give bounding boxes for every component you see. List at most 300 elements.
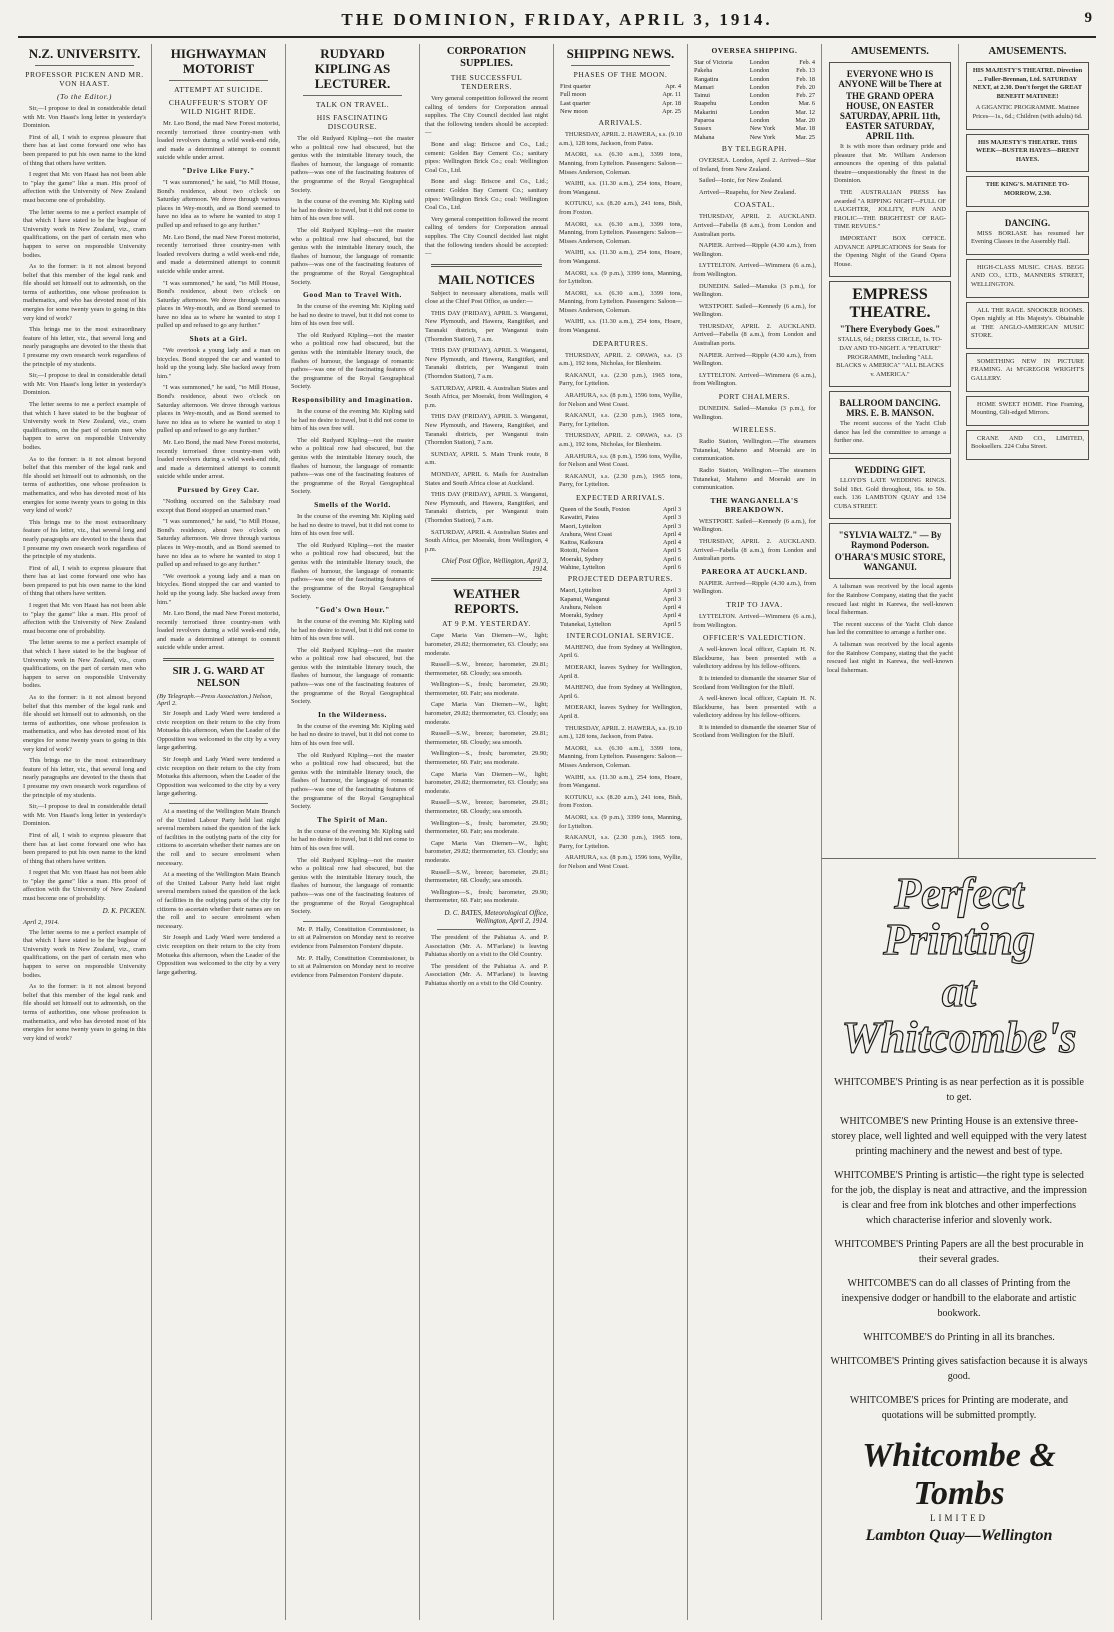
moon-phases-table [559, 83, 682, 116]
article-paragraph: In the course of the evening Mr. Kipling said he had no desire to travel, but it did not come to him of his own free will. [291, 408, 414, 433]
article-paragraph: This brings me to the most extraordinary feature of his letter, viz., that several long and nearly paragraphs are devoted to the thesis that I presume my own research work regardless of the principle of my students. [23, 757, 146, 799]
advertisement [829, 62, 951, 277]
divider [303, 95, 402, 96]
subheadline: BY TELEGRAPH. [721, 143, 788, 153]
article-paragraph: As to the former: is it not almost beyond belief that this member of the legal rank and file should set himself out to admonish, on the terms of authorities, one whose profession is mathematics, and who has devoted most of his energies for some twenty years to going in this very kind of work? [23, 263, 146, 322]
article-paragraph: Bone and slag: Briscoe and Co., Ltd.; cement: Golden Bay Cement Co.; sanitary pipes: Wellington Brick Co.; coal: Wellington Coal Co., Ltd. [425, 178, 548, 212]
table-cell: Apr. 11 [662, 91, 681, 99]
subheadline: TALK ON TRAVEL. [315, 100, 390, 109]
table-cell: April 4 [662, 539, 681, 547]
shipping-entry: DUNEDIN. Sailed—Manuka (3 p.m.), for Wellington. [693, 405, 816, 421]
column-oversea-shipping [688, 44, 822, 1620]
article-paragraph: Sir Joseph and Lady Ward were tendered a civic reception on their return to the city from Motueka this afternoon, when the Leader of the Opposition was welcomed to the city by a very large gathering. [157, 710, 280, 752]
advertisement [829, 281, 951, 387]
article-paragraph: Mr. P. Hally, Constitution Commissioner, is to sit at Palmerston on Monday next to receive evidence from Palmerston Forsters' dispute. [291, 954, 414, 979]
article-paragraph: In the course of the evening Mr. Kipling said he had no desire to travel, but it did not come to him of his own free will. [291, 303, 414, 328]
article-paragraph: "I was summoned," he said, "to Mill House, Bond's residence, about two o'clock on Saturday afternoon. We drove through various places in Wey-mouth, and as Bond seemed to have no idea as to where he wanted to stop I pulled up and refused to go any further." [157, 518, 280, 569]
table-cell: London [749, 83, 770, 91]
shipping-entry: OVERSEA. London, April 2. Arrived—Star of Ireland, from New Zealand. [693, 156, 816, 173]
ad-text: HIS MAJESTY'S THEATRE. THIS WEEK—BUSTER HAYES—BRENT HAYES. [975, 138, 1080, 163]
projected-departures-table [559, 587, 682, 628]
headline: AMUSEMENTS. [988, 46, 1067, 57]
article-paragraph: First of all, I wish to express pleasure that there has at last come forward one who has been prepared to put his own name to the kind of thing that others have written. [23, 564, 146, 598]
article-paragraph: As to the former: is it not almost beyond belief that this member of the legal rank and file should set himself out to admonish, on the terms of authorities, one whose profession is mathematics, and who has devoted most of his energies for some twenty years to going in this very kind of work? [23, 983, 146, 1042]
table-cell: Queen of the South, Foxton [560, 505, 630, 513]
ad-text: ALL THE RAGE. SNOOKER ROOMS. Open nightly at His Majesty's. Obtainable at THE ANGLO-AMERICAN MUSIC STORE. [971, 306, 1084, 340]
shipping-entry: MAHENO, due from Sydney at Wellington, April 6. [559, 643, 682, 660]
masthead [18, 8, 1096, 38]
shipping-entry: MAORI, s.s. (6.30 a.m.), 3399 tons, Manning, from Lyttelton. Passengers: Saloon—Misses Anderson, Coleman. [559, 744, 682, 769]
shipping-entry: WESTPORT. Sailed—Kennedy (6 a.m.), for Wellington. [693, 302, 816, 319]
shipping-entry: WAIHI, s.s. (11.30 a.m.), 254 tons, Hoare, from Wanganui. [559, 180, 682, 196]
headline: AMUSEMENTS. [851, 46, 929, 57]
subheadline: THE SUCCESSFUL TENDERERS. [450, 73, 523, 91]
table-cell: Feb. 27 [796, 92, 815, 100]
column-highwayman [152, 44, 286, 1620]
table-cell: Mamari [694, 83, 714, 91]
table-cell: New York [749, 133, 776, 141]
shipping-entry: MAORI, s.s. (6.30 a.m.), 3399 tons, Manning, from Lyttelton. Passengers: Saloon—Misses Anderson, Coleman. [559, 220, 682, 245]
subheadline: CHAUFFEUR'S STORY OF WILD NIGHT RIDE. [168, 98, 269, 116]
article-paragraph: In the course of the evening Mr. Kipling said he had no desire to travel, but it did not come to him of his own free will. [291, 198, 414, 223]
mail-paragraph: THIS DAY (FRIDAY), APRIL 3. Wanganui, New Plymouth, and Hawera, Rangitikei, and Taranaki districts, per Wanganui train (Thorndon Station), 7 a.m. [425, 491, 548, 524]
ad-headline: at Whitcombe's [841, 967, 1077, 1062]
advertisement [966, 396, 1089, 426]
table-cell: Mahana [694, 133, 715, 141]
list-item: WHITCOMBE'S Printing gives satisfaction because it is always good. [830, 1356, 1088, 1382]
article-paragraph: The letter seems to me a perfect example of that which I have stated to be the bugbear of University work in New Zealand, viz., cram qualifications, on the part of certain men who happen to serve on responsible University bodies. [23, 401, 146, 451]
shipping-entry: MAHENO, due from Sydney at Wellington, April 6. [559, 684, 682, 700]
table-row [559, 612, 682, 620]
double-divider [431, 264, 542, 267]
divider [437, 929, 536, 930]
table-cell: April 5 [662, 547, 681, 555]
shipping-entry: MOERAKI, leaves Sydney for Wellington, April 8. [559, 704, 682, 720]
table-row [559, 83, 682, 91]
table-cell: New York [749, 125, 776, 133]
article-paragraph: "I was summoned," he said, "to Mill House, Bond's residence, about two o'clock on Saturday afternoon. We drove through various places in Wey-mouth, and as Bond seemed to have no idea as to where he wanted to stop I pulled up and refused to go any further." [157, 384, 280, 435]
article-paragraph: A talisman was received by the local agents for the Rainbow Company, stating that the yacht rescued last night in Karewa, the well-known local fisherman. [827, 641, 953, 674]
article-paragraph: Sir Joseph and Lady Ward were tendered a civic reception on their return to the city from Motueka this afternoon, when the Leader of the Opposition was welcomed to the city by a very large gathering. [157, 934, 280, 976]
dateline: (By Telegraph.—Press Association.) Nelson, April 2. [157, 693, 273, 708]
shipping-entry: MAORI, s.s. (6.30 a.m.), 3399 tons, Manning, from Lyttelton. Passengers: Saloon—Misses Anderson, Coleman. [559, 289, 682, 314]
table-cell: April 3 [662, 595, 681, 603]
article-paragraph: I regret that Mr. von Haast has not been able to "play the game" like a man. His proof of affection with the University of New Zealand must become one of probability. [23, 602, 146, 635]
page-columns [18, 44, 1096, 1620]
article-paragraph: "Nothing occurred on the Salisbury road except that Bond stopped an unarmed man." [157, 497, 280, 514]
table-cell: Makarini [694, 108, 718, 116]
article-paragraph: Mr. Leo Bond, the mad New Forest motorist, recently terrorised three country-men with loaded revolvers during a wild week-end ride, and made a determined attempt to commit suicide while under arrest. [157, 120, 280, 162]
advertisement [966, 430, 1089, 460]
ad-text: HIGH-CLASS MUSIC. CHAS. BEGG AND CO., LTD., MANNERS STREET, WELLINGTON. [971, 263, 1084, 288]
table-cell: London [749, 100, 770, 108]
ad-text: STALLS, 6d.; DRESS CIRCLE, 1s. TO-DAY AND TO-NIGHT. A "FEATURE" PROGRAMME, Including "ALL BLACKS v. AMERICA" "ALL BLACKS v. AMERICA." [836, 336, 944, 378]
table-cell: Mar. 6 [798, 100, 815, 108]
table-row [693, 76, 816, 84]
article-paragraph: Mr. P. Hally, Constitution Commissioner, is to sit at Palmerston on Monday next to receive evidence from Palmerston Forsters' dispute. [291, 925, 414, 950]
article-paragraph: The president of the Pahiatua A. and P. Association (Mr. A. M'Farlane) is leaving Pahiatua shortly on a visit to the Old Country. [425, 962, 548, 987]
shipping-entry: LYTTELTON. Arrived—Wimmera (6 a.m.), from Wellington. [693, 612, 816, 629]
firm-address: Lambton Quay—Wellington [865, 1527, 1053, 1544]
advertisement [966, 176, 1089, 206]
article-paragraph: The old Rudyard Kipling—not the master who a political row had obscured, but the genius with the inimitable literary touch, the flashes of humour, the language of romantic pathos—was one of the fascinating features of the programme of the Royal Geographical Society. [291, 331, 414, 391]
headline: RUDYARD KIPLING AS LECTURER. [314, 46, 391, 91]
weather-report: Cape Maria Van Diemen—W., light; barometer, 29.82; thermometer, 63. Cloudy; sea moderate. [425, 632, 548, 657]
article-paragraph: The letter seems to me a perfect example of that which I have stated to be the bugbear of University work in New Zealand, viz., cram qualifications, on the part of certain men who happen to serve on responsible University bodies. [23, 208, 146, 259]
table-row [693, 92, 816, 100]
advertisement [966, 62, 1089, 130]
column-university [18, 44, 152, 1620]
weather-report: Russell—S.W., breeze; barometer, 29.81; thermometer, 68. Cloudy; sea smooth. [425, 799, 548, 815]
table-row [559, 547, 682, 555]
shipping-entry: KOTUKU, s.s. (8.20 a.m.), 241 tons, Bish, from Foxton. [559, 200, 682, 216]
section-heading: "God's Own Hour." [315, 604, 390, 614]
table-cell: Mar. 20 [795, 117, 815, 125]
column-kipling [286, 44, 420, 1620]
subheadline: PHASES OF THE MOON. [573, 70, 668, 79]
mail-paragraph: SATURDAY, APRIL 4. Australian States and South Africa, per Moeraki, from Wellington, 4 p.m. [425, 384, 548, 409]
article-paragraph: The old Rudyard Kipling—not the master who a political row had obscured, but the genius with the inimitable literary touch, the flashes of humour, the language of romantic pathos—was one of the fascinating features of the programme of the Royal Geographical Society. [291, 135, 414, 194]
shipping-entry: Arrived—Ruapehu, for New Zealand. [699, 188, 797, 196]
table-row [559, 523, 682, 531]
table-cell: London [749, 67, 770, 75]
weather-report: Wellington—S., fresh; barometer, 29.90; thermometer, 60. Fair; sea moderate. [425, 681, 548, 697]
table-cell: Apr. 18 [662, 99, 681, 107]
headline: CORPORATION SUPPLIES. [446, 46, 527, 69]
advertisement [966, 302, 1089, 349]
ad-tagline: "There Everybody Goes." [839, 324, 941, 335]
table-cell: London [749, 92, 770, 100]
ad-text: The recent success of the Yacht Club dance has led the committee to arrange a further one. [834, 420, 946, 445]
weather-report: Cape Maria Van Diemen—W., light; barometer, 29.82; thermometer, 63. Cloudy; sea moderate. [425, 839, 548, 864]
table-cell: Mar. 12 [795, 108, 815, 116]
list-item: WHITCOMBE'S do Printing in all its branches. [863, 1332, 1055, 1343]
article-paragraph: I regret that Mr. von Haast has not been able to "play the game" like a man. His proof of affection with the University of New Zealand must become one of probability. [23, 171, 146, 204]
table-row [559, 100, 682, 108]
ad-text: IMPORTANT BOX OFFICE. ADVANCE APPLICATIONS for Seats for the Opening Night of the Grand Opera House. [834, 234, 946, 268]
advertisement [829, 523, 951, 579]
table-cell: Last quarter [560, 99, 591, 107]
subheadline: WIRELESS. [732, 425, 777, 435]
editor-note: (To the Editor.) [57, 92, 112, 101]
table-cell: Moeraki, Sydney [560, 555, 604, 563]
subheadline: THE WANGANELLA'S BREAKDOWN. [710, 495, 799, 514]
table-cell: Full moon [560, 91, 587, 99]
table-row [693, 117, 816, 125]
section-heading: Good Man to Travel With. [302, 290, 403, 300]
table-cell: Apr. 4 [665, 83, 681, 90]
article-paragraph: As to the former: is it not almost beyond belief that this member of the legal rank and file should set himself out to admonish, on the terms of authorities, one whose profession is mathematics, and who has devoted most of his energies for some twenty years to going in this very kind of work? [23, 455, 146, 515]
table-cell: New moon [560, 107, 588, 115]
table-row [559, 514, 682, 522]
table-cell: London [749, 75, 770, 83]
table-cell: April 6 [662, 555, 681, 563]
table-row [559, 506, 682, 514]
table-cell: Mar. 18 [795, 125, 815, 133]
article-paragraph: The old Rudyard Kipling—not the master who a political row had obscured, but the genius with the inimitable literary touch, the flashes of humour, the language of romantic pathos—was one of the fascinating features of the programme of the Royal Geographical Society. [291, 856, 414, 916]
table-cell: Rotoiti, Nelson [560, 547, 599, 555]
table-cell: Star of Victoria [694, 59, 733, 66]
table-cell: Feb. 20 [796, 83, 815, 91]
table-row [559, 91, 682, 99]
article-paragraph: Mr. Leo Bond, the mad New Forest motorist, recently terrorised three country-men with loaded revolvers during a wild week-end ride, and made a determined attempt to commit suicide while under arrest. [157, 610, 280, 652]
shipping-entry: ARAHURA, s.s. (8 p.m.), 1596 tons, Wyllie, for Nelson and West Coast. [559, 854, 682, 870]
subheadline: ATTEMPT AT SUICIDE. [174, 85, 263, 94]
ad-heading: EVERYONE WHO IS ANYONE Will be There at [838, 69, 942, 89]
subheadline: PAREORA AT AUCKLAND. [701, 566, 808, 576]
weather-report: Russell—S.W., breeze; barometer, 29.81; thermometer, 68. Cloudy; sea smooth. [425, 661, 548, 677]
article-paragraph: It is intended to dismantle the steamer Star of Scotland from Wellington for the Bluff. [693, 674, 816, 691]
advertisement [966, 134, 1089, 173]
table-row [559, 539, 682, 547]
firm-suffix: LIMITED [930, 1513, 988, 1523]
column-shipping-news [554, 44, 688, 1620]
section-heading: In the Wilderness. [317, 709, 388, 719]
advertisement [966, 211, 1089, 255]
section-heading: "Drive Like Fury." [182, 165, 255, 175]
column-amusements-right [959, 44, 1096, 858]
article-paragraph: This brings me to the most extraordinary feature of his letter, viz., that several long and nearly paragraphs are devoted to the thesis that I presume my own research work regardless of the principle of my students. [23, 518, 146, 561]
double-divider [163, 658, 274, 661]
table-cell: Moeraki, Sydney [560, 612, 604, 620]
shipping-entry: THURSDAY, APRIL 2. OPAWA, s.s. (3 a.m.), 192 tons, Nicholas, for Blenheim. [559, 432, 682, 448]
shipping-entry: RAKANUI, s.s. (2.30 p.m.), 1965 tons, Parry, for Lyttelton. [559, 834, 682, 850]
shipping-entry: THURSDAY, APRIL 2. HAWERA, s.s. (9.10 a.m.), 128 tons, Jackson, from Patea. [559, 724, 682, 741]
list-item: WHITCOMBE'S Printing Papers are all the best procurable in their several grades. [834, 1239, 1084, 1265]
table-cell: April 4 [662, 603, 681, 611]
shipping-entry: THURSDAY, APRIL 2. OPAWA, s.s. (3 a.m.), 192 tons, Nicholas, for Blenheim. [559, 351, 682, 368]
table-cell: April 6 [662, 564, 681, 572]
table-cell: Feb. 13 [796, 67, 815, 75]
article-paragraph: "I was summoned," he said, "to Mill House, Bond's residence, about two o'clock on Saturday afternoon. We drove through various places in Wey-mouth, and as Bond seemed to have no idea as to where he wanted to stop I pulled up and refused to go any further." [157, 178, 280, 229]
table-cell: Ruapehu [694, 100, 717, 108]
article-paragraph: Mr. Leo Bond, the mad New Forest motorist, recently terrorised three country-men with loaded revolvers during a wild week-end ride, and made a determined attempt to commit suicide while under arrest. [157, 233, 280, 275]
subheadline: COASTAL. [734, 200, 775, 210]
oversea-shipping-table [693, 59, 816, 142]
shipping-entry: LYTTELTON. Arrived—Wimmera (6 a.m.), from Wellington. [693, 371, 816, 388]
shipping-entry: WAIHI, s.s. (11.30 a.m.), 254 tons, Hoare, from Wanganui. [559, 773, 682, 790]
table-cell: Kapanui, Wanganui [560, 595, 610, 603]
shipping-entry: LYTTELTON. Arrived—Wimmera (6 a.m.), from Wellington. [693, 262, 816, 278]
shipping-entry: Radio Station, Wellington.—The steamers Tutanekai, Maheno and Moeraki are in communication. [693, 438, 816, 463]
section-heading: Responsibility and Imagination. [292, 395, 413, 405]
table-row [559, 108, 682, 116]
column-amusements-left [822, 44, 959, 858]
advertisement [966, 259, 1089, 298]
subheadline: AT 9 P.M. YESTERDAY. [442, 619, 531, 629]
section-heading: Shots at a Girl. [189, 334, 248, 344]
column-corporation-mail-weather [420, 44, 554, 1620]
article-paragraph: Sir Joseph and Lady Ward were tendered a civic reception on their return to the city from Motueka this afternoon, when the Leader of the Opposition was welcomed to the city by a very large gathering. [157, 756, 280, 798]
ad-text: CRANE AND CO., LIMITED, Booksellers. 224 Cuba Street. [971, 434, 1084, 451]
shipping-entry: ARAHURA, s.s. (8 p.m.), 1596 tons, Wyllie, for Nelson and West Coast. [559, 392, 682, 408]
table-cell: April 4 [662, 612, 681, 620]
article-paragraph: Bone and slag: Briscoe and Co., Ltd.; cement: Golden Bay Cement Co.; sanitary pipes: Wellington Brick Co.; coal: Wellington Coal Co., Ltd. [425, 140, 548, 174]
shipping-entry: Sailed—Ionic, for New Zealand. [699, 177, 783, 185]
dateline: April 2, 1914. [23, 918, 60, 926]
weather-report: Wellington—S., fresh; barometer, 29.90; thermometer, 60. Fair; sea moderate. [425, 888, 548, 905]
subheadline: HIS FASCINATING DISCOURSE. [316, 113, 389, 131]
shipping-entry: MAORI, s.s. (6.30 a.m.), 3399 tons, Manning, from Lyttelton. Passengers: Saloon—Misses Anderson, Coleman. [559, 151, 682, 176]
table-row [693, 125, 816, 133]
article-paragraph: Sir,—I propose to deal in considerable detail with Mr. Von Haast's long letter in yesterday's Dominion. [23, 105, 146, 130]
subheadline: DEPARTURES. [592, 338, 649, 348]
headline: SIR J. G. WARD AT NELSON [172, 666, 265, 690]
article-paragraph: A talisman was received by the local agents for the Rainbow Company, stating that the yacht rescued last night in Karewa, the well-known local fisherman. [827, 583, 953, 617]
shipping-entry: WAIHI, s.s. (11.30 a.m.), 254 tons, Hoare, from Wanganui. [559, 249, 682, 265]
signature: Chief Post Office, Wellington, April 3, 1914. [441, 557, 548, 574]
mail-paragraph: SUNDAY, APRIL 5. Main Trunk route, 8 a.m. [425, 450, 548, 467]
table-row [693, 84, 816, 92]
shipping-entry: THURSDAY, APRIL 2. AUCKLAND. Arrived—Fabella (8 a.m.), from London and Australian ports. [693, 322, 816, 348]
article-paragraph: The old Rudyard Kipling—not the master who a political row had obscured, but the genius with the inimitable literary touch, the flashes of humour, the language of romantic pathos—was one of the fascinating features of the programme of the Royal Geographical Society. [291, 751, 414, 811]
double-divider [431, 578, 542, 581]
ad-text: THE AUSTRALIAN PRESS has awarded "A RIPPING NIGHT—FULL OF LAUGHTER, JOLLITY, FUN AND FROLIC—THE BRIGHTEST OF RAG-TIME REVUES." [834, 188, 946, 231]
article-paragraph: This brings me to the most extraordinary feature of his letter, viz., that several long and nearly paragraphs are devoted to the thesis that I presume my own research work regardless of the principle of my students. [23, 326, 146, 368]
weather-report: Cape Maria Van Diemen—W., light; barometer, 29.82; thermometer, 63. Cloudy; sea moderate. [425, 701, 548, 726]
weather-report: Russell—S.W., breeze; barometer, 29.81; thermometer, 68. Cloudy; sea smooth. [425, 868, 548, 885]
list-item: WHITCOMBE'S new Printing House is an extensive three-storey place, well lighted and well equipped with the very latest printing machinery and the newest and best of type. [831, 1116, 1087, 1157]
article-paragraph: In the course of the evening Mr. Kipling said he had no desire to travel, but it did not come to him of his own free will. [291, 512, 414, 538]
table-row [559, 556, 682, 564]
shipping-entry: MAORI, s.s. (9 p.m.), 3399 tons, Manning, for Lyttelton. [559, 813, 682, 830]
shipping-entry: NAPIER. Arrived—Ripple (4.30 a.m.), from Wellington. [693, 242, 816, 258]
article-paragraph: The president of the Pahiatua A. and P. Association (Mr. A. M'Farlane) is leaving Pahiatua shortly on a visit to the Old Country. [425, 933, 548, 959]
table-cell: Tainui [694, 92, 710, 100]
advertisement [829, 458, 951, 519]
table-cell: April 3 [662, 587, 681, 595]
article-paragraph: Very general competition followed the recent calling of tenders for Corporation annual supplies. The City Council decided last night that the following tenders should be accepted:— [425, 215, 548, 258]
article-paragraph: First of all, I wish to express pleasure that there has at last come forward one who has been prepared to put his own name to the kind of thing that others have written. [23, 133, 146, 167]
advertisement [966, 353, 1089, 392]
mail-paragraph: MONDAY, APRIL 6. Mails for Australian States and South Africa close at Auckland. [425, 470, 548, 487]
ad-heading: THE GRAND OPERA HOUSE, ON EASTER SATURDAY, APRIL 11th, EASTER SATURDAY, APRIL 11th. [839, 91, 941, 141]
table-row [559, 621, 682, 629]
article-paragraph: In the course of the evening Mr. Kipling said he had no desire to travel, but it did not come to him of his own free will. [291, 827, 414, 852]
list-item: WHITCOMBE'S Printing is as near perfection as it is possible to get. [834, 1077, 1084, 1103]
table-cell: Arahura, Nelson [560, 603, 602, 611]
subheadline: OFFICER'S VALEDICTION. [702, 633, 807, 643]
ad-text: A GIGANTIC PROGRAMME. Matinee Prices—1s., 6d.; Children (with adults) 6d. [972, 104, 1083, 120]
table-cell: Wahine, Lyttelton [560, 564, 605, 572]
table-cell: Feb. 18 [796, 75, 815, 83]
shipping-entry: ARAHURA, s.s. (8 p.m.), 1596 tons, Wyllie, for Nelson and West Coast. [559, 452, 682, 469]
newspaper-title: THE DOMINION, FRIDAY, APRIL 3, 1914. [341, 10, 773, 29]
ad-text: HOME SWEET HOME. Fine Framing, Mounting, Gilt-edged Mirrors. [971, 400, 1084, 417]
table-row [559, 587, 682, 595]
ad-text: THE KING'S. MATINEE TO-MORROW, 2.30. [985, 181, 1070, 197]
ad-heading: WEDDING GIFT. [854, 465, 926, 476]
article-paragraph: Very general competition followed the recent calling of tenders for Corporation annual supplies. The City Council decided last night that the following tenders should be accepted:— [425, 95, 548, 137]
table-cell: April 4 [662, 530, 681, 538]
article-paragraph: The letter seems to me a perfect example of that which I have stated to be the bugbear of University work in New Zealand, viz., cram qualifications, on the part of certain men who happen to serve on responsible University bodies. [23, 928, 146, 979]
table-cell: London [749, 117, 770, 125]
headline: MAIL NOTICES [438, 271, 535, 287]
signature: D. K. PICKEN. [102, 906, 146, 915]
table-cell: Maori, Lyttelton [560, 587, 602, 595]
shipping-entry: MOERAKI, leaves Sydney for Wellington, April 8. [559, 664, 682, 680]
subheadline: OVERSEA SHIPPING. [711, 46, 798, 55]
ad-heading: O'HARA'S MUSIC STORE, WANGANUI. [834, 552, 946, 573]
advertisement [829, 391, 951, 454]
article-paragraph: The old Rudyard Kipling—not the master who a political row had obscured, but the genius with the inimitable literary touch, the flashes of humour, the language of romantic pathos—was one of the fascinating features of the programme of the Royal Geographical Society. [291, 226, 414, 286]
ad-points-list [826, 1075, 1092, 1423]
article-paragraph: Mr. Leo Bond, the mad New Forest motorist, recently terrorised three country-men with loaded revolvers during a wild week-end ride, and made a determined attempt to commit suicide while under arrest. [157, 439, 280, 481]
article-paragraph: Sir,—I propose to deal in considerable detail with Mr. Von Haast's long letter in yesterday's Dominion. [23, 372, 146, 397]
subheadline: PORT CHALMERS. [718, 392, 791, 402]
subheadline: TRIP TO JAVA. [726, 599, 783, 609]
mail-paragraph: THIS DAY (FRIDAY), APRIL 3. Wanganui, New Plymouth, and Hawera, Rangitikei, and Taranaki districts, per Wanganui train (Thorndon Station), 7 a.m. [425, 413, 548, 447]
table-cell: Tutanekai, Lyttelton [560, 620, 611, 628]
article-paragraph: In the course of the evening Mr. Kipling said he had no desire to travel, but it did not come to him of his own free will. [291, 722, 414, 748]
article-paragraph: The old Rudyard Kipling—not the master who a political row had obscured, but the genius with the inimitable literary touch, the flashes of humour, the language of romantic pathos—was one of the fascinating features of the programme of the Royal Geographical Society. [291, 436, 414, 496]
article-paragraph: In the course of the evening Mr. Kipling said he had no desire to travel, but it did not come to him of his own free will. [291, 617, 414, 643]
weather-report: Wellington—S., fresh; barometer, 29.90; thermometer, 60. Fair; sea moderate. [425, 819, 548, 836]
table-row [693, 134, 816, 142]
page-number: 9 [1084, 10, 1092, 26]
shipping-entry: WAIHI, s.s. (11.30 a.m.), 254 tons, Hoare, from Wanganui. [559, 318, 682, 335]
table-row [693, 67, 816, 75]
divider [571, 65, 670, 66]
shipping-entry: THURSDAY, APRIL 2. HAWERA, s.s. (9.10 a.m.), 128 tons, Jackson, from Patea. [559, 131, 682, 147]
expected-arrivals-table [559, 506, 682, 572]
shipping-entry: RAKANUI, s.s. (2.30 p.m.), 1965 tons, Parry, for Lyttelton. [559, 371, 682, 388]
table-row [559, 531, 682, 539]
table-cell: Kaitoa, Kaikoura [560, 539, 604, 547]
article-paragraph: Sir,—I propose to deal in considerable detail with Mr. Von Haast's long letter in yesterday's Dominion. [23, 803, 146, 828]
mail-paragraph: Subject to necessary alterations, mails will close at the Chief Post Office, as under:— [425, 289, 548, 306]
headline: WEATHER REPORTS. [453, 586, 520, 617]
firm-name: Whitcombe & Tombs [862, 1437, 1056, 1512]
article-paragraph: "We overtook a young lady and a man on bicycles. Bond stopped the car and wanted to hold up the young lady. She backed away from him." [157, 572, 280, 606]
ad-text: It is with more than ordinary pride and pleasure that Mr. William Anderson announces the opening of this palatial theatre—unquestionably the finest in the Dominion. [834, 143, 946, 185]
table-cell: Kawatiri, Patea [560, 514, 599, 522]
whitcombe-advertisement [822, 858, 1096, 1620]
section-heading: The Spirit of Man. [317, 814, 388, 824]
article-paragraph: "I was summoned," he said, "to Mill House, Bond's residence, about two o'clock on Saturday afternoon. We drove through various places in Wey-mouth, and as Bond seemed to have no idea as to where he wanted to stop I pulled up and refused to go any further." [157, 279, 280, 330]
shipping-entry: RAKANUI, s.s. (2.30 p.m.), 1965 tons, Parry, for Lyttelton. [559, 472, 682, 489]
article-paragraph: The old Rudyard Kipling—not the master who a political row had obscured, but the genius with the inimitable literary touch, the flashes of humour, the language of romantic pathos—was one of the fascinating features of the programme of the Royal Geographical Society. [291, 646, 414, 706]
shipping-entry: WESTPORT. Sailed—Kennedy (6 a.m.), for Wellington. [693, 517, 816, 534]
table-cell: April 5 [662, 620, 681, 628]
shipping-entry: THURSDAY, APRIL 2. AUCKLAND. Arrived—Fabella (8 a.m.), from London and Australian ports. [693, 537, 816, 563]
signature: D. C. BATES, Meteorological Office, Wellington, April 2, 1914. [444, 908, 548, 925]
article-paragraph: A well-known local officer, Captain H. N. Blackburne, has been presented with a valedictory address by his fellow-officers. [693, 695, 816, 720]
shipping-entry: Radio Station, Wellington.—The steamers Tutanekai, Maheno and Moeraki are in communication. [693, 467, 816, 492]
section-heading: Pursued by Grey Car. [177, 484, 260, 494]
headline: N.Z. UNIVERSITY. [28, 46, 141, 61]
table-cell: Sussex [694, 125, 712, 133]
weather-report: Wellington—S., fresh; barometer, 29.90; thermometer, 60. Fair; sea moderate. [425, 750, 548, 767]
shipping-entry: KOTUKU, s.s. (8.20 a.m.), 241 tons, Bish, from Foxton. [559, 793, 682, 810]
subheadline: INTERCOLONIAL SERVICE. [566, 630, 675, 640]
subheadline: EXPECTED ARRIVALS. [575, 492, 665, 502]
subheadline: PROJECTED DEPARTURES. [567, 574, 674, 584]
article-paragraph: I regret that Mr. von Haast has not been able to "play the game" like a man. His proof of affection with the University of New Zealand must become one of probability. [23, 869, 146, 903]
article-paragraph: At a meeting of the Wellington Main Branch of the United Labour Party held last night several members raised the question of the lack of facilities in the outlying parts of the city for citizens to ascertain whether their names are on the roll and to secure enrolment when necessary. [157, 808, 280, 867]
ad-text: SOMETHING NEW IN PICTURE FRAMING. At M'GREGOR WRIGHT'S GALLERY. [971, 357, 1084, 383]
table-row [693, 59, 816, 67]
divider [169, 803, 268, 804]
ad-text: MISS BORLASE has resumed her Evening Classes in the Assembly Hall. [971, 229, 1084, 246]
article-paragraph: The recent success of the Yacht Club dance has led the committee to arrange a further one. [827, 620, 953, 637]
article-paragraph: It is intended to dismantle the steamer Star of Scotland from Wellington for the Bluff. [693, 723, 816, 740]
ad-headline: Perfect Printing [883, 869, 1035, 964]
shipping-entry: THURSDAY, APRIL 2. AUCKLAND. Arrived—Fabella (8 a.m.), from London and Australian ports. [693, 213, 816, 238]
table-cell: Maori, Lyttelton [560, 522, 602, 530]
article-paragraph: "We overtook a young lady and a man on bicycles. Bond stopped the car and wanted to hold up the young lady. She backed away from him." [157, 347, 280, 380]
ad-heading: BALLROOM DANCING. MRS. E. B. MANSON. [839, 398, 941, 419]
